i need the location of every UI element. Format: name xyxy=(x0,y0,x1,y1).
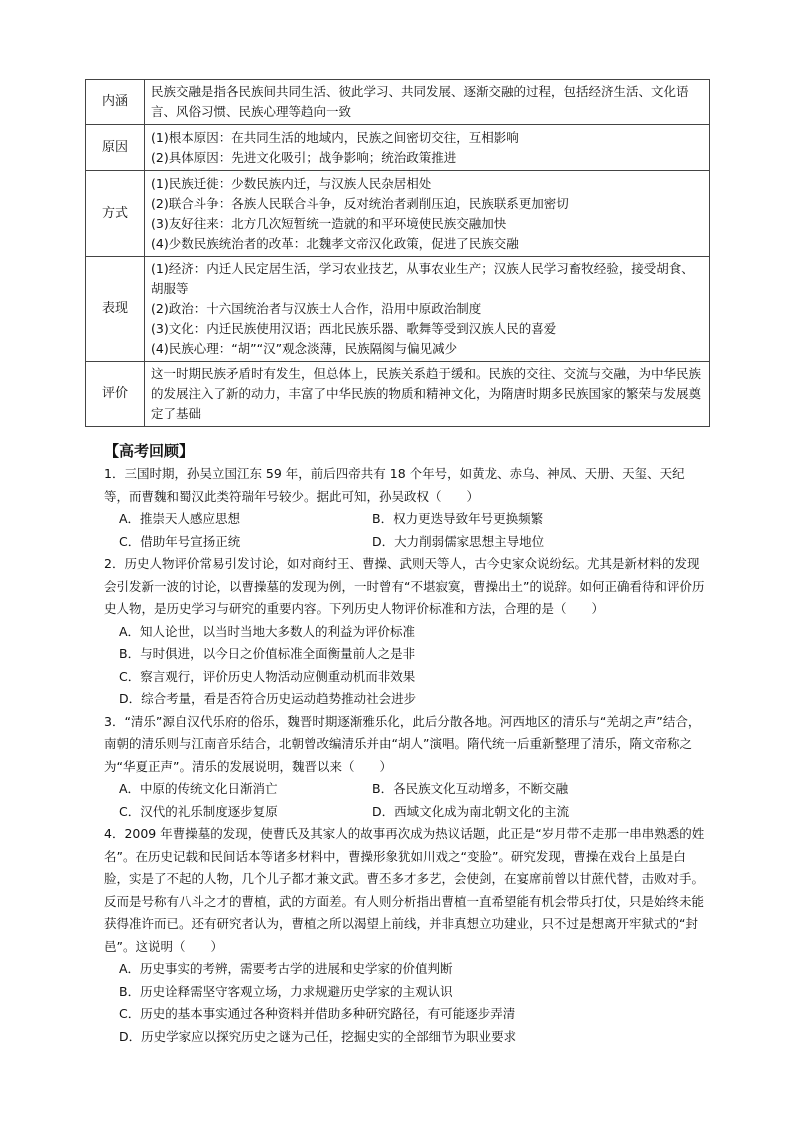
section-title: 【高考回顾】 xyxy=(104,442,195,460)
table-row xyxy=(86,257,710,362)
content-line: (3)友好往来：北方几次短暂统一造就的和平环境使民族交融加快 xyxy=(151,215,507,231)
option-a[interactable]: A．知人论世，以当时当地大多数人的利益为评价标准 xyxy=(119,623,416,639)
option-row xyxy=(104,508,706,531)
option-c[interactable]: C．历史的基本事实通过各种资料并借助多种研究路径，有可能逐步弄清 xyxy=(119,1006,516,1021)
question-list xyxy=(104,463,706,1048)
row-content xyxy=(145,125,710,171)
row-content xyxy=(145,362,710,427)
question-3 xyxy=(104,711,706,824)
table-row xyxy=(86,362,710,427)
row-content xyxy=(145,80,710,125)
table-row xyxy=(86,125,710,171)
option-b[interactable]: B．各民族文化互动增多，不断交融 xyxy=(372,781,569,796)
row-label: 评价 xyxy=(86,362,145,427)
content-line: (2)政治：十六国统治者与汉族士人合作，沿用中原政治制度 xyxy=(151,301,482,316)
content-line: (3)文化：内迁民族使用汉语；西北民族乐器、歌舞等受到汉族人民的喜爱 xyxy=(151,321,557,336)
content-line: (1)根本原因：在共同生活的地域内，民族之间密切交往，互相影响 xyxy=(151,129,519,145)
content-line: (1)民族迁徙：少数民族内迁，与汉族人民杂居相处 xyxy=(151,175,432,191)
content-line: (2)具体原因：先进文化吸引；战争影响；统治政策推进 xyxy=(151,149,457,165)
option-a[interactable]: A．中原的传统文化日渐消亡 xyxy=(119,781,278,796)
option-a[interactable]: A．历史事实的考辨，需要考古学的进展和史学家的价值判断 xyxy=(119,961,453,976)
question-stem: 4．2009 年曹操墓的发现，使曹氏及其家人的故事再次成为热议话题，此正是“岁月带不走那一串串熟悉的姓名”。在历史记载和民间话本等诸多材料中，曹操形象犹如川戏之“变脸”。研究发现，曹操在戏台上虽是白脸，实是了不起的人物，几个儿子都才兼文武。曹丕多才多艺，会使剑，在宴席前曾以甘蔗代替，击败对手。反而是号称有八斗之才的曹植，武的方面差。有人则分析指出曹植一直希望能有机会带兵打仗，只是始终未能获得准许而已。还有研究者认为，曹植之所以渴望上前线，并非真想立功建业，只不过是想离开牢狱式的“封邑”。这说明（ ） xyxy=(104,826,705,954)
option-a[interactable]: A．推崇天人感应思想 xyxy=(119,511,241,526)
row-content xyxy=(145,171,710,257)
option-d[interactable]: D．西域文化成为南北朝文化的主流 xyxy=(372,803,570,819)
question-stem: 1．三国时期，孙吴立国江东 59 年，前后四帝共有 18 个年号，如黄龙、赤乌、神凤、天册、天玺、天纪等，而曹魏和蜀汉此类符瑞年号较少。据此可知，孙吴政权（ ） xyxy=(104,466,685,504)
row-content xyxy=(145,257,710,362)
table-row xyxy=(86,171,710,257)
row-label: 表现 xyxy=(86,257,145,362)
row-label: 方式 xyxy=(86,171,145,257)
table-row xyxy=(86,80,710,125)
option-d[interactable]: D．大力削弱儒家思想主导地位 xyxy=(372,533,545,549)
content-line: 这一时期民族矛盾时有发生，但总体上，民族关系趋于缓和。民族的交往、交流与交融，为中华民族的发展注入了新的动力，丰富了中华民族的物质和精神文化，为隋唐时期多民族国家的繁荣与发展奠定了基础 xyxy=(151,366,702,421)
question-1 xyxy=(104,463,706,553)
option-c[interactable]: C．借助年号宣扬正统 xyxy=(119,533,241,549)
option-c[interactable]: C．察言观行，评价历史人物活动应侧重动机而非效果 xyxy=(119,668,416,684)
option-row xyxy=(104,801,706,824)
question-stem: 3．“清乐”源自汉代乐府的俗乐，魏晋时期逐渐雅乐化，此后分散各地。河西地区的清乐与“羌胡之声”结合，南朝的清乐则与江南音乐结合，北朝曾改编清乐并由“胡人”演唱。隋代统一后重新整理了清乐，隋文帝称之为“华夏正声”。清乐的发展说明，魏晋以来（ ） xyxy=(104,713,701,774)
option-row xyxy=(104,778,706,801)
content-line: (2)联合斗争：各族人民联合斗争，反对统治者剥削压迫，民族联系更加密切 xyxy=(151,195,569,211)
row-label: 内涵 xyxy=(86,80,145,125)
option-b[interactable]: B．历史诠释需坚守客观立场，力求规避历史学家的主观认识 xyxy=(119,983,453,999)
option-d[interactable]: D．历史学家应以探究历史之谜为己任，挖掘史实的全部细节为职业要求 xyxy=(119,1028,517,1044)
question-4 xyxy=(104,823,706,1048)
option-b[interactable]: B．权力更迭导致年号更换频繁 xyxy=(372,511,544,526)
row-label: 原因 xyxy=(86,125,145,171)
ethnic-integration-table xyxy=(85,79,710,427)
content-line: (4)少数民族统治者的改革：北魏孝文帝汉化政策，促进了民族交融 xyxy=(151,235,519,251)
question-stem: 2．历史人物评价常易引发讨论，如对商纣王、曹操、武则天等人，古今史家众说纷纭。尤其是新材料的发现会引发新一波的讨论，以曹操墓的发现为例，一时曾有“不堪寂寞，曹操出土”的说辞。如何正确看待和评价历史人物，是历史学习与研究的重要内容。下列历史人物评价标准和方法，合理的是（ ） xyxy=(104,556,705,616)
content-line: 民族交融是指各民族间共同生活、彼此学习、共同发展、逐渐交融的过程，包括经济生活、文化语言、风俗习惯、民族心理等趋向一致 xyxy=(151,84,689,119)
content-line: (4)民族心理：“胡”“汉”观念淡薄，民族隔阂与偏见减少 xyxy=(151,341,458,356)
option-c[interactable]: C．汉代的礼乐制度逐步复原 xyxy=(119,803,278,819)
option-row xyxy=(104,531,706,554)
option-b[interactable]: B．与时俱进，以今日之价值标准全面衡量前人之是非 xyxy=(119,646,416,661)
option-d[interactable]: D．综合考量，看是否符合历史运动趋势推动社会进步 xyxy=(119,691,417,706)
content-line: (1)经济：内迁人民定居生活，学习农业技艺，从事农业生产；汉族人民学习畜牧经验，接受胡食、胡服等 xyxy=(151,261,694,296)
question-2 xyxy=(104,553,706,711)
